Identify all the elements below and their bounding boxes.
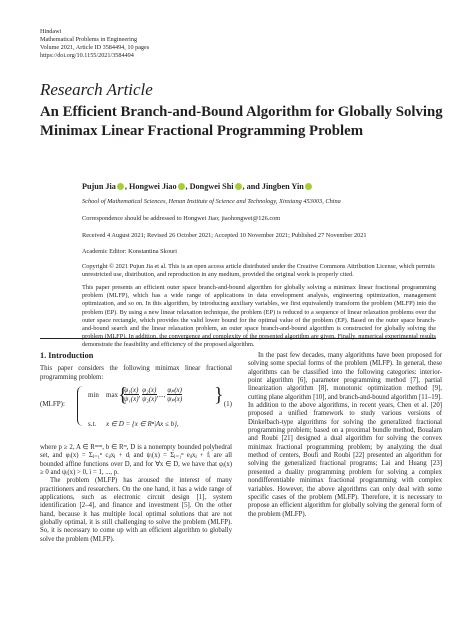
author-name: Dongwei Shi bbox=[189, 182, 234, 191]
num-2: φ₂(x) bbox=[142, 386, 157, 395]
equation-dots: ,..., bbox=[156, 391, 166, 400]
orcid-icon[interactable] bbox=[117, 183, 124, 190]
equation-max: max bbox=[106, 391, 119, 400]
section-heading: 1. Introduction bbox=[40, 351, 94, 360]
orcid-icon[interactable] bbox=[305, 183, 312, 190]
author-name: and Jingben Yin bbox=[246, 182, 304, 191]
doi-link[interactable]: https://doi.org/10.1155/2021/3584494 bbox=[40, 52, 134, 59]
intro-paragraph-3: The problem (MLFP) has aroused the interest of many practitioners and researchers. On the one hand, it has a wide range of applications, such as electronic circuit design [1], system identification [2–4], and finance and investment [5]. On the other hand, because it has multiple local optimal solutions that are not globally optimal, it is still challenging to solve the problem (MLFP). So, it is necessary to come up with an efficient algorithm to globally solve the problem (MLFP). bbox=[40, 477, 232, 543]
intro-paragraph-1: This paper considers the following minimax linear fractional programming problem: bbox=[40, 365, 232, 381]
den-2: ψ₂(x) bbox=[142, 395, 157, 404]
equation-brace bbox=[77, 386, 84, 426]
equation-1: (MLFP): min max { $\frac{\text{φ₁(x)}}{\text{ψ₁(x)}}$ , $\frac{\text{φ₂(x)}}{\text{ψ₂(x)}}$ ,..., $\frac{\text{φₚ(x)}}{\text{ψₚ(x)}}$ } s.t. x ∈ D = {x ∈ Rⁿ|Ax ≤ b}, (1) bbox=[40, 384, 232, 429]
author-name: Pujun Jia bbox=[82, 182, 116, 191]
author-name: Hongwei Jiao bbox=[129, 182, 177, 191]
journal-header bbox=[40, 28, 149, 60]
title-line-2: Minimax Linear Fractional Programming Problem bbox=[40, 122, 364, 139]
intro-paragraph-2: where p ≥ 2, A ∈ Rᵐˣⁿ, b ∈ Rᵐ, D is a nonempty bounded polyhedral set, and φᵢ(x) = Σⱼ₌₁ⁿ cᵢⱼxⱼ + dᵢ and ψᵢ(x) = Σⱼ₌₁ⁿ eᵢⱼxⱼ + fᵢ are all bounded affine functions over D, and for ∀x ∈ D, we have that φᵢ(x) ≥ 0 and ψᵢ(x) > 0, i = 1, ..., p. bbox=[40, 444, 232, 477]
title-line-1: An Efficient Branch-and-Bound Algorithm for Globally Solving bbox=[40, 104, 443, 120]
num-p: φₚ(x) bbox=[167, 386, 182, 395]
equation-st: s.t. bbox=[88, 420, 97, 429]
academic-editor: Academic Editor: Konstantina Skouri bbox=[82, 248, 177, 255]
den-p: ψₚ(x) bbox=[167, 395, 183, 404]
correspondence: Correspondence should be addressed to Hongwei Jiao; jiaohongwei@126.com bbox=[82, 215, 281, 222]
den-1: ψ₁(x) bbox=[124, 395, 139, 404]
article-type: Research Article bbox=[40, 80, 153, 99]
equation-min: min bbox=[88, 391, 99, 400]
abstract: This paper presents an efficient outer space branch-and-bound algorithm for globally solving a minimax linear fractional programming problem (MLFP), which has a wide range of applications in data envelopment analysis, engineering optimization, management optimization, and so on. In this algorithm, by introducing auxiliary variables, we first equivalently transform the problem (MLFP) into the problem (EP). By using a new linear relaxation technique, the problem (EP) is reduced to a sequence of linear relaxation problems over the outer space rectangle, which provides the valid lower bound for the optimal value of the problem (EP). Based on the outer space branch-and-bound search and the linear relaxation problem, an outer space branch-and-bound algorithm is constructed for globally solving the problem (MLFP). In addition, the convergence and complexity of the presented algorithm are given. Finally, numerical experimental results demonstrate the feasibility and efficiency of the proposed algorithm. bbox=[82, 284, 436, 349]
left-column bbox=[40, 352, 232, 544]
journal-name: Mathematical Problems in Engineering bbox=[40, 36, 138, 43]
equation-constraint: x ∈ D = {x ∈ Rⁿ|Ax ≤ b}, bbox=[106, 420, 179, 429]
article-title bbox=[40, 103, 445, 140]
orcid-icon[interactable] bbox=[178, 183, 185, 190]
num-1: φ₁(x) bbox=[124, 386, 139, 395]
equation-label: (MLFP): bbox=[40, 400, 65, 409]
orcid-icon[interactable] bbox=[235, 183, 242, 190]
volume-info: Volume 2021, Article ID 3584494, 10 pages bbox=[40, 44, 150, 51]
equation-number: (1) bbox=[223, 400, 232, 409]
author-list: Pujun Jia , Hongwei Jiao , Dongwei Shi , and Jingben Yin bbox=[82, 182, 313, 191]
right-column bbox=[248, 352, 442, 519]
copyright-notice: Copyright © 2021 Pujun Jia et al. This is an open access article distributed under the Creative Commons Attribution License, which permits unrestricted use, distribution, and reproduction in any medium, provided the original work is properly cited. bbox=[82, 263, 435, 279]
intro-paragraph-4: In the past few decades, many algorithms have been proposed for solving some special forms of the problem (MLFP). In general, these algorithms can be classified into the following categories: interior-point algorithm [6], parameter programming method [7], partial linearization algorithm [8], monotonic optimization method [9], cutting plane algorithm [10], and branch-and-bound algorithm [11–19]. In addition to the above algorithms, in recent years, Chen et al. [20] proposed a unified framework to study various versions of Dinkelbach-type algorithms for solving the generalized fractional programming problem; based on a proximal bundle method, Boualam and Roubi [21] designed a dual algorithm for solving the convex minimax fractional programming problem; by analyzing the dual method of centers, Boufi and Roubi [22] presented an algorithm for solving the generalized fractional programs; Lai and Huang [23] presented a duality programming problem for solving a complex nondifferentiable minimax fractional programming with complex variables. However, the above algorithms can only deal with some specific cases of the problem (MLFP). Therefore, it is necessary to propose an efficient algorithm for globally solving the general form of the problem (MLFP). bbox=[248, 352, 442, 518]
section-divider bbox=[40, 338, 436, 339]
publisher-name: Hindawi bbox=[40, 28, 62, 35]
publication-dates: Received 4 August 2021; Revised 26 October 2021; Accepted 10 November 2021; Published 27 November 2021 bbox=[82, 232, 367, 239]
affiliation: School of Mathematical Sciences, Henan Institute of Science and Technology, Xinxiang 453003, China bbox=[82, 198, 341, 205]
